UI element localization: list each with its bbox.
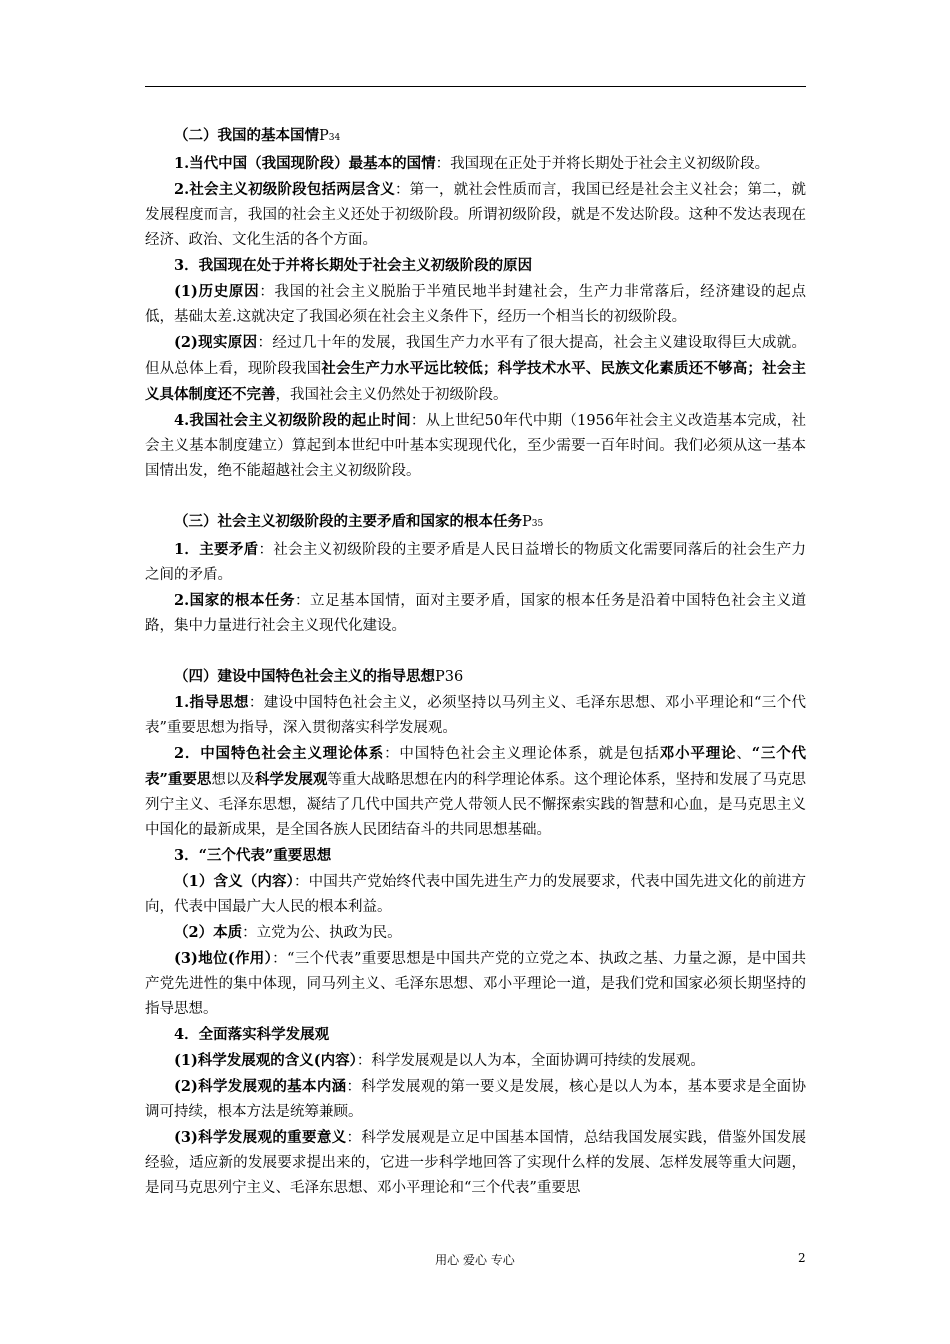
page-ref: P36 — [435, 669, 464, 685]
bold-lead: 3．我国现在处于并将长期处于社会主义初级阶段的原因 — [174, 257, 533, 274]
paragraph — [145, 253, 806, 279]
heading-text: （三）社会主义初级阶段的主要矛盾和国家的根本任务 — [174, 513, 522, 530]
paragraph — [145, 537, 806, 588]
bold-lead: 4．全面落实科学发展观 — [174, 1026, 330, 1043]
bold-text: “三个代表”重要思 — [145, 745, 807, 788]
paragraph — [145, 1125, 806, 1201]
paragraph — [145, 690, 806, 741]
body-text: ：建设中国特色社会主义，必须坚持以马列主义、毛泽东思想、邓小平理论和“三个代表”重要思想为指导，深入贯彻落实科学发展观。 — [145, 695, 806, 736]
body-text: ：中国共产党始终代表中国先进生产力的发展要求，代表中国先进文化的前进方向，代表中国最广大人民的根本利益。 — [145, 874, 807, 915]
paragraph — [145, 279, 806, 330]
document-body — [145, 123, 806, 1201]
bold-lead: (2)科学发展观的基本内涵 — [174, 1078, 347, 1095]
body-text: ，我国社会主义仍然处于初级阶段。 — [275, 387, 508, 403]
body-text: ：从上世纪50年代中期（1956年社会主义改造基本完成，社会主义基本制度建立）算起到本世纪中叶基本实现现代化，至少需要一百年时间。我们必须从这一基本国情出发，绝不能超越社会主义初级阶段。 — [145, 413, 806, 479]
bold-text: 科学发展观 — [254, 771, 328, 788]
paragraph — [145, 843, 806, 869]
heading-text: （二）我国的基本国情 — [174, 127, 319, 144]
body-text: 想以及 — [211, 772, 255, 788]
body-text: ：经过几十年的发展，我国生产力水平有了很大提高，社会主义建设取得巨大成就。但从总体上看，现阶段我国 — [145, 335, 806, 377]
body-text: ：中国特色社会主义理论体系，就是包括 — [384, 746, 660, 762]
body-text: ：“三个代表”重要思想是中国共产党的立党之本、执政之基、力量之源，是中国共产党先进性的集中体现，同马列主义、毛泽东思想、邓小平理论一道，是我们党和国家必须长期坚持的指导思想。 — [145, 951, 807, 1017]
body-text: ：我国的社会主义脱胎于半殖民地半封建社会，生产力非常落后，经济建设的起点低，基础太差.这就决定了我国必须在社会主义条件下，经历一个相当长的初级阶段。 — [145, 284, 807, 325]
header-rule — [145, 86, 806, 87]
body-text: ：第一，就社会性质而言，我国已经是社会主义社会；第二，就发展程度而言，我国的社会主义还处于初级阶段。所谓初级阶段，就是不发达阶段。这种不发达表现在经济、政治、文化生活的各个方面。 — [145, 182, 807, 248]
paragraph — [145, 151, 806, 177]
section-heading-guiding-ideology — [145, 664, 806, 690]
bold-lead: 2.社会主义初级阶段包括两层含义 — [174, 181, 395, 198]
bold-lead: (3)地位(作用） — [174, 950, 273, 967]
section-heading-basic-conditions — [145, 123, 806, 151]
bold-lead: （2）本质 — [174, 924, 243, 941]
paragraph — [145, 1048, 806, 1074]
paragraph — [145, 946, 806, 1022]
page-ref-number: 34 — [328, 133, 341, 143]
bold-lead: 1.指导思想 — [174, 694, 249, 711]
paragraph — [145, 869, 806, 920]
page-number: 2 — [798, 1251, 806, 1265]
body-text: ：科学发展观的第一要义是发展，核心是以人为本，基本要求是全面协调可持续，根本方法是统筹兼顾。 — [145, 1079, 806, 1120]
paragraph — [145, 741, 806, 843]
page-ref-number: 35 — [531, 519, 544, 529]
page-footer: 用心 爱心 专心 — [435, 1253, 515, 1267]
body-text: ：立足基本国情，面对主要矛盾，国家的根本任务是沿着中国特色社会主义道路，集中力量进行社会主义现代化建设。 — [145, 593, 806, 634]
bold-lead: 2．中国特色社会主义理论体系 — [174, 745, 385, 762]
bold-lead: 3．“三个代表”重要思想 — [174, 847, 332, 864]
paragraph — [145, 1022, 806, 1048]
bold-lead: （1）含义（内容） — [174, 873, 295, 890]
body-text: 、 — [736, 746, 752, 762]
bold-lead: 1.当代中国（我国现阶段）最基本的国情 — [174, 155, 436, 172]
body-text: ：社会主义初级阶段的主要矛盾是人民日益增长的物质文化需要同落后的社会生产力之间的矛盾。 — [145, 542, 806, 583]
paragraph — [145, 588, 806, 639]
section-heading-main-contradiction — [145, 509, 806, 537]
body-text: ：我国现在正处于并将长期处于社会主义初级阶段。 — [435, 156, 770, 172]
body-text: ：科学发展观是立足中国基本国情，总结我国发展实践，借鉴外国发展经验，适应新的发展要求提出来的，它进一步科学地回答了实现什么样的发展、怎样发展等重大问题，是同马克思列宁主义、毛泽东思想、邓小平理论和“三个代表”重要思 — [145, 1130, 806, 1196]
bold-lead: 2.国家的根本任务 — [174, 592, 295, 609]
body-text: ：立党为公、执政为民。 — [242, 925, 402, 941]
body-text: ：科学发展观是以人为本，全面协调可持续的发展观。 — [356, 1053, 705, 1069]
page-ref: P — [319, 128, 329, 144]
bold-lead: (3)科学发展观的重要意义 — [174, 1129, 347, 1146]
page-ref: P — [522, 514, 532, 530]
paragraph — [145, 408, 806, 484]
paragraph — [145, 1074, 806, 1125]
paragraph — [145, 920, 806, 946]
bold-lead: 4.我国社会主义初级阶段的起止时间 — [174, 412, 411, 429]
bold-lead: 1．主要矛盾 — [174, 541, 259, 558]
body-text: 等重大战略思想在内的科学理论体系。这个理论体系，坚持和发展了马克思列宁主义、毛泽东思想，凝结了几代中国共产党人带领人民不懈探索实践的智慧和心血，是马克思主义中国化的最新成果，是全国各族人民团结奋斗的共同思想基础。 — [145, 772, 807, 838]
paragraph — [145, 177, 806, 253]
bold-text: 社会生产力水平远比较低；科学技术水平、民族文化素质还不够高；社会主义具体制度还不完善 — [145, 360, 807, 403]
bold-lead: (1)科学发展观的含义(内容） — [174, 1052, 357, 1069]
bold-lead: (2)现实原因 — [174, 334, 258, 351]
paragraph — [145, 330, 806, 408]
bold-text: 邓小平理论 — [659, 745, 737, 762]
bold-lead: (1)历史原因 — [174, 283, 260, 300]
heading-text: （四）建设中国特色社会主义的指导思想 — [174, 668, 435, 685]
